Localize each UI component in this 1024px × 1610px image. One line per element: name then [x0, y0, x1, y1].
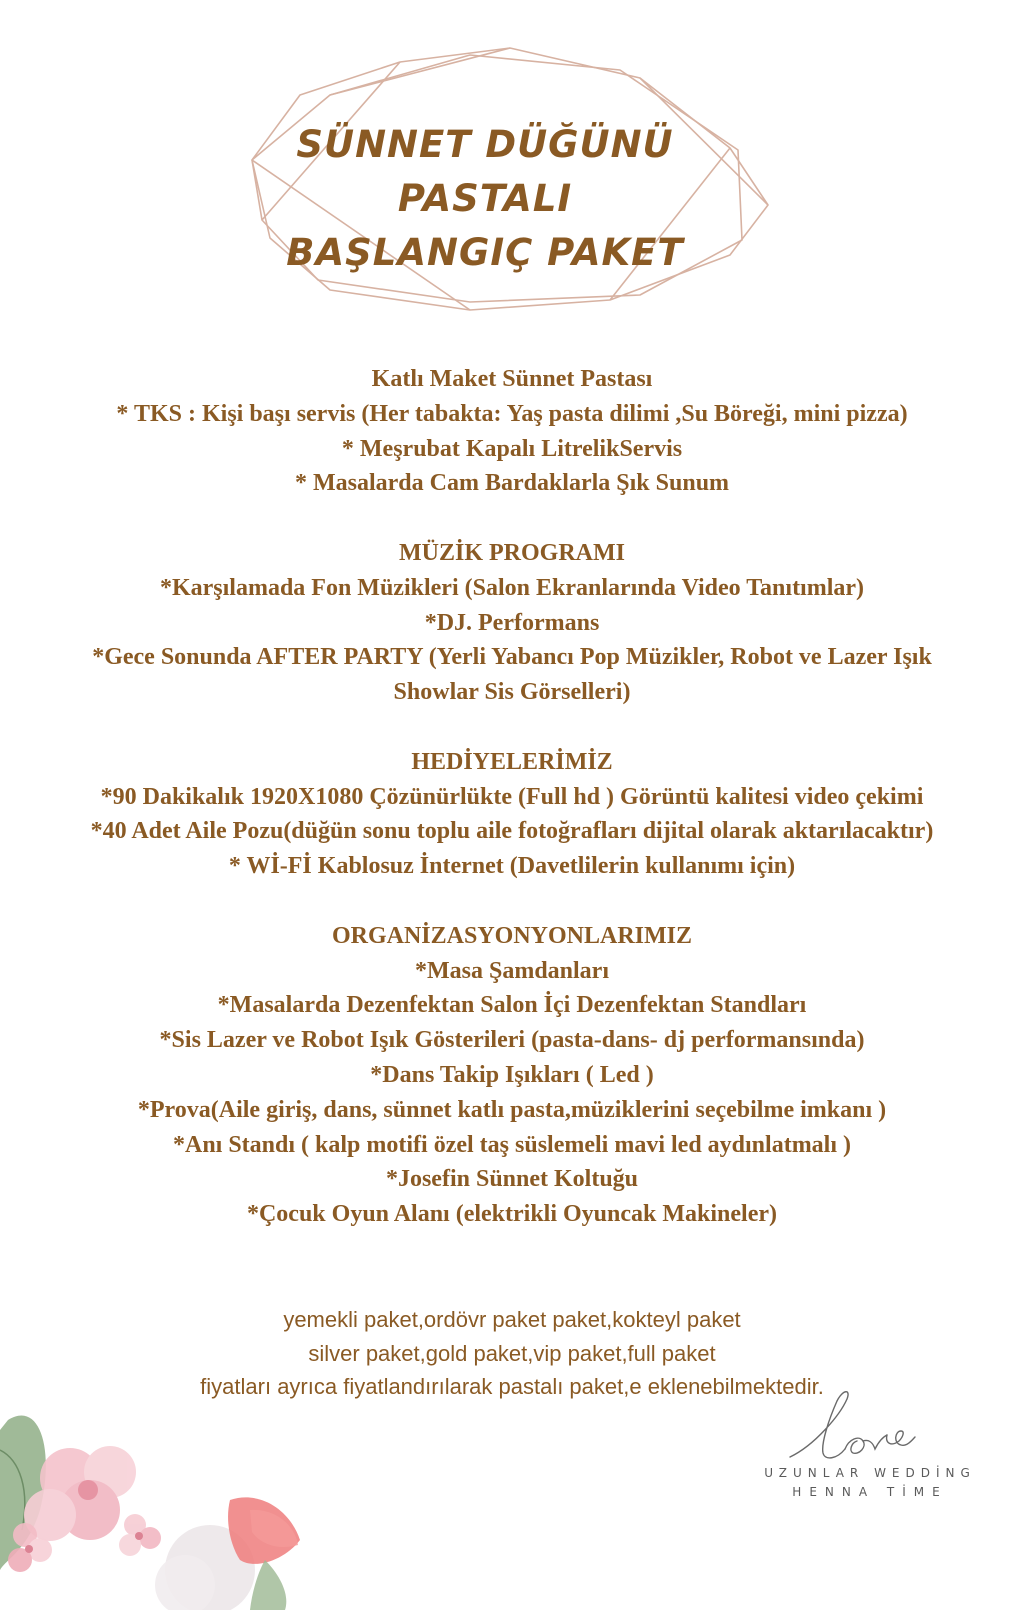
- music-item: Showlar Sis Görselleri): [393, 679, 631, 706]
- gift-item: *40 Adet Aile Pozu(düğün sonu toplu aile fotoğrafları dijital olarak aktarılacaktır): [90, 818, 934, 845]
- title-line-3: BAŞLANGIÇ PAKET: [286, 231, 684, 274]
- gift-item: *90 Dakikalık 1920X1080 Çözünürlükte (Full hd ) Görüntü kalitesi video çekimi: [100, 783, 924, 810]
- love-script-icon: [745, 1385, 995, 1465]
- music-item: *DJ. Performans: [424, 609, 600, 636]
- title-line-2: PASTALI: [397, 177, 573, 220]
- organization-item: *Masa Şamdanları: [414, 957, 609, 984]
- logo-line-1: UZUNLAR WEDDİNG: [764, 1466, 976, 1480]
- music-item: *Karşılamada Fon Müzikleri (Salon Ekranlarında Video Tanıtımlar): [159, 574, 865, 601]
- music-heading: MÜZİK PROGRAMI: [399, 539, 625, 566]
- organization-item: *Çocuk Oyun Alanı (elektrikli Oyuncak Makineler): [246, 1201, 778, 1228]
- package-details: [0, 362, 1024, 1232]
- intro-item: * TKS : Kişi başı servis (Her tabakta: Yaş pasta dilimi ,Su Böreği, mini pizza): [116, 400, 908, 427]
- footer-line-3: fiyatları ayrıca fiyatlandırılarak pastalı paket,e eklenebilmektedir.: [200, 1374, 824, 1399]
- section-spacer: [0, 884, 1024, 919]
- footer-line-1: yemekli paket,ordövr paket paket,kokteyl paket: [283, 1307, 741, 1332]
- intro-item: * Masalarda Cam Bardaklarla Şık Sunum: [294, 470, 730, 497]
- title-line-1: SÜNNET DÜĞÜNÜ: [296, 123, 674, 166]
- organization-heading: ORGANİZASYONYONLARIMIZ: [331, 922, 693, 949]
- footer-line-2: silver paket,gold paket,vip paket,full paket: [308, 1340, 716, 1366]
- organization-item: *Josefin Sünnet Koltuğu: [385, 1166, 639, 1193]
- organization-item: *Dans Takip Işıkları ( Led ): [370, 1061, 654, 1088]
- section-spacer: [0, 501, 1024, 536]
- brand-logo: [745, 1385, 995, 1505]
- section-spacer: [0, 710, 1024, 745]
- organization-item: *Anı Standı ( kalp motifi özel taş süslemeli mavi led aydınlatmalı ): [172, 1131, 852, 1158]
- music-item: *Gece Sonunda AFTER PARTY (Yerli Yabancı Pop Müzikler, Robot ve Lazer Işık: [92, 644, 932, 671]
- organization-item: *Sis Lazer ve Robot Işık Gösterileri (pasta-dans- dj performansında): [159, 1027, 865, 1054]
- organization-item: *Masalarda Dezenfektan Salon İçi Dezenfektan Standları: [217, 992, 807, 1019]
- intro-heading: Katlı Maket Sünnet Pastası: [371, 366, 653, 392]
- gift-item: * Wİ-Fİ Kablosuz İnternet (Davetlilerin kullanımı için): [228, 853, 796, 880]
- flower-decoration: [0, 1360, 330, 1610]
- logo-line-2: HENNA TİME: [792, 1485, 948, 1499]
- gifts-heading: HEDİYELERİMİZ: [411, 748, 613, 775]
- organization-item: *Prova(Aile giriş, dans, sünnet katlı pasta,müziklerini seçebilme imkanı ): [137, 1096, 887, 1123]
- intro-item: * Meşrubat Kapalı LitrelikServis: [341, 435, 683, 462]
- page-title: [250, 118, 720, 280]
